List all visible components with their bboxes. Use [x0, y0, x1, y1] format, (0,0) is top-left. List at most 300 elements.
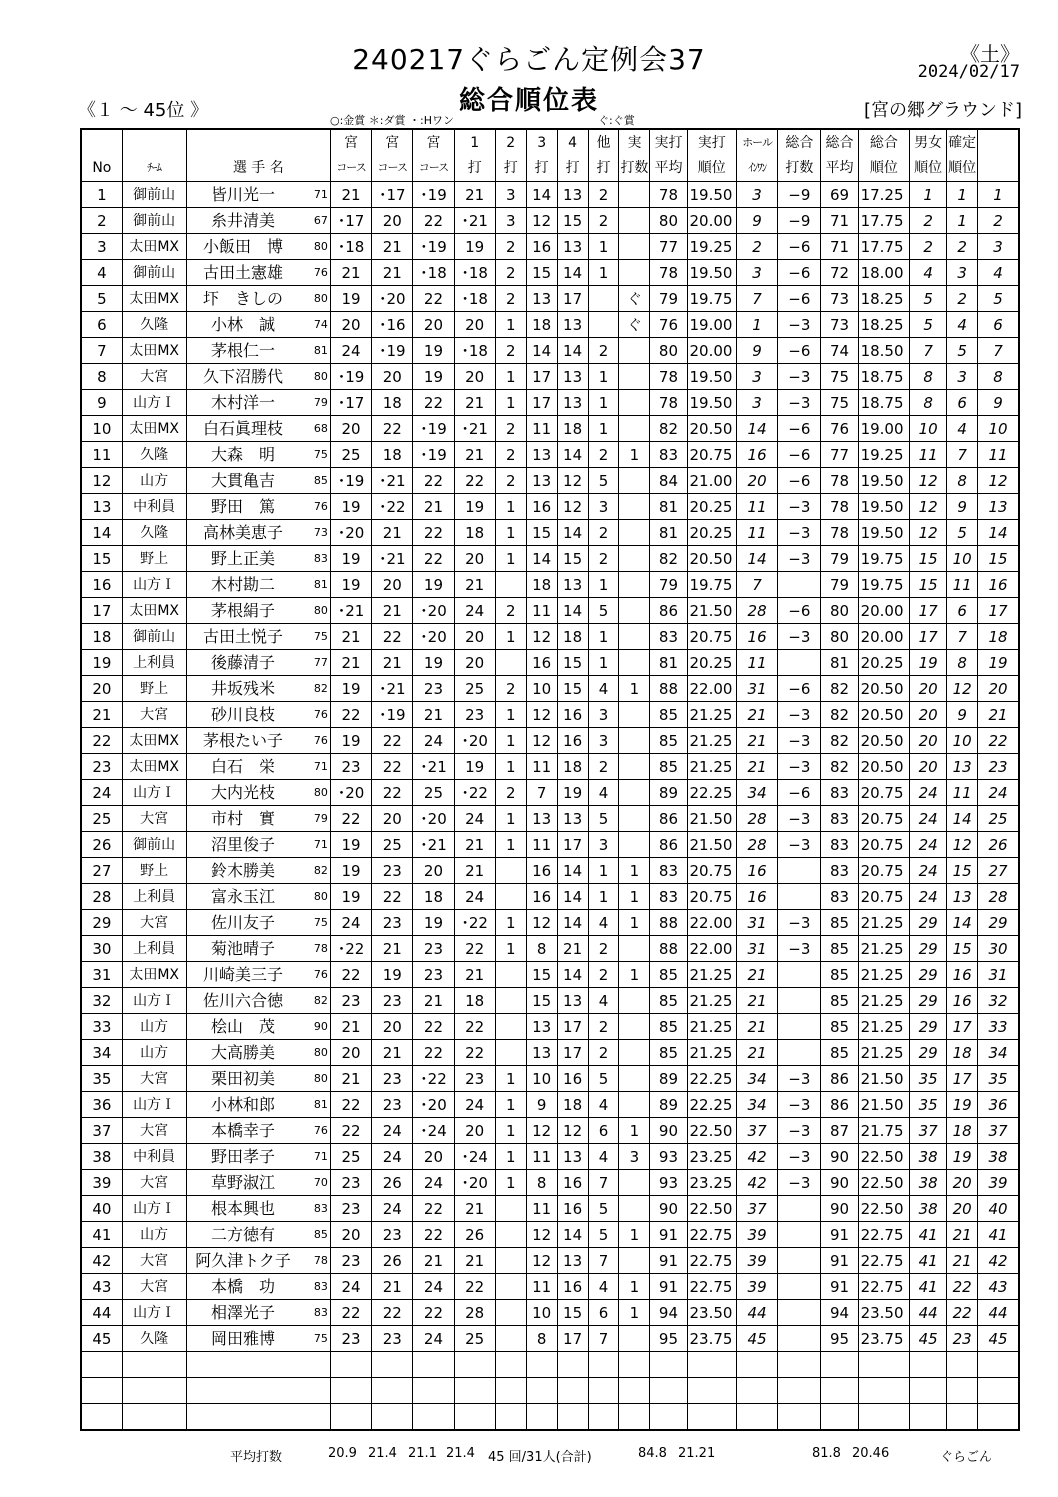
cell-actual-strokes: 86: [650, 598, 687, 624]
cell-total-strokes: 83: [821, 858, 858, 884]
cell-total-strokes: 80: [821, 624, 858, 650]
cell-strokes1: [495, 1196, 526, 1222]
header-total-avg: 順位: [858, 156, 910, 182]
cell-strokes3: 14: [557, 520, 588, 546]
table-row: [81, 676, 1019, 702]
blank-cell: [372, 1378, 413, 1404]
cell-strokes2: 14: [526, 338, 557, 364]
cell-actual-avg: 20.75: [687, 442, 736, 468]
header-team: [122, 129, 186, 156]
blank-cell: [81, 1352, 122, 1378]
blank-cell: [736, 1352, 777, 1378]
cell-team: 御前山: [122, 624, 186, 650]
cell-rank-no: 16: [81, 572, 122, 598]
blank-cell: [778, 1404, 821, 1431]
cell-total-avg: 20.00: [858, 598, 910, 624]
blank-cell: [821, 1378, 858, 1404]
table-row: [81, 780, 1019, 806]
cell-actual-strokes: 79: [650, 572, 687, 598]
cell-player-age: 90: [300, 1014, 331, 1040]
cell-final-rank: 18: [978, 624, 1019, 650]
cell-strokes4: 5: [588, 1196, 619, 1222]
cell-strokes2: 12: [526, 702, 557, 728]
cell-final-rank: 40: [978, 1196, 1019, 1222]
cell-final-rank: 10: [978, 416, 1019, 442]
cell-actual-rank: 1: [736, 312, 777, 338]
cell-final-rank: 21: [978, 702, 1019, 728]
cell-player-age: 76: [300, 702, 331, 728]
cell-course1: 21: [330, 182, 371, 208]
cell-actual-strokes: 78: [650, 364, 687, 390]
blank-cell: [821, 1352, 858, 1378]
cell-hole-in-one: −3: [778, 754, 821, 780]
cell-total-rank: 5: [910, 286, 947, 312]
cell-strokes-other: 1: [619, 884, 650, 910]
cell-strokes3: 16: [557, 1274, 588, 1300]
cell-team: 太田MX: [122, 338, 186, 364]
cell-course4: 24: [454, 1092, 495, 1118]
cell-strokes1: 2: [495, 286, 526, 312]
cell-actual-strokes: 86: [650, 806, 687, 832]
cell-strokes2: 12: [526, 910, 557, 936]
cell-player-age: 83: [300, 1300, 331, 1326]
cell-strokes1: 3: [495, 208, 526, 234]
cell-team: 大宮: [122, 1118, 186, 1144]
cell-strokes4: 7: [588, 1248, 619, 1274]
cell-total-avg: 21.75: [858, 1118, 910, 1144]
cell-player-age: 78: [300, 1248, 331, 1274]
blank-cell: [454, 1378, 495, 1404]
cell-actual-strokes: 85: [650, 754, 687, 780]
cell-course3: 22: [413, 1300, 454, 1326]
header-strokes2: 3: [526, 129, 557, 156]
cell-gender-rank: 11: [947, 780, 978, 806]
cell-course3: 22: [413, 520, 454, 546]
cell-actual-avg: 21.25: [687, 702, 736, 728]
cell-course2: 22: [372, 884, 413, 910]
cell-final-rank: 37: [978, 1118, 1019, 1144]
cell-strokes3: 14: [557, 442, 588, 468]
cell-course3: ･20: [413, 624, 454, 650]
blank-cell: [858, 1352, 910, 1378]
cell-strokes2: 13: [526, 806, 557, 832]
cell-course3: 21: [413, 988, 454, 1014]
cell-course4: 25: [454, 676, 495, 702]
cell-final-rank: 45: [978, 1326, 1019, 1352]
cell-actual-avg: 21.00: [687, 468, 736, 494]
cell-team: 大宮: [122, 806, 186, 832]
cell-total-avg: 20.00: [858, 624, 910, 650]
cell-hole-in-one: [778, 1014, 821, 1040]
table-row: [81, 624, 1019, 650]
cell-strokes4: 2: [588, 936, 619, 962]
footer-count: 45 回/31人(合計): [488, 1450, 592, 1465]
cell-hole-in-one: −3: [778, 806, 821, 832]
cell-total-strokes: 94: [821, 1300, 858, 1326]
cell-course4: 20: [454, 312, 495, 338]
cell-actual-avg: 22.50: [687, 1196, 736, 1222]
cell-strokes3: 16: [557, 1196, 588, 1222]
cell-player-name: 大貫亀吉: [186, 468, 299, 494]
cell-hole-in-one: [778, 650, 821, 676]
header-total-rank: 順位: [910, 156, 947, 182]
cell-strokes2: 7: [526, 780, 557, 806]
cell-course4: 21: [454, 572, 495, 598]
cell-gender-rank: 8: [947, 468, 978, 494]
cell-strokes2: 15: [526, 988, 557, 1014]
cell-strokes3: 14: [557, 338, 588, 364]
cell-course2: 21: [372, 650, 413, 676]
cell-strokes3: 14: [557, 884, 588, 910]
cell-team: 太田MX: [122, 754, 186, 780]
cell-actual-avg: 20.75: [687, 858, 736, 884]
cell-strokes4: 3: [588, 832, 619, 858]
cell-strokes1: [495, 650, 526, 676]
cell-course3: 24: [413, 1274, 454, 1300]
cell-total-strokes: 81: [821, 650, 858, 676]
cell-total-avg: 22.50: [858, 1170, 910, 1196]
cell-strokes2: 16: [526, 234, 557, 260]
table-row: [81, 1144, 1019, 1170]
header-strokes4: 他: [588, 129, 619, 156]
cell-hole-in-one: [778, 1274, 821, 1300]
cell-strokes2: 10: [526, 676, 557, 702]
cell-total-rank: 2: [910, 208, 947, 234]
cell-course1: 22: [330, 702, 371, 728]
blank-cell: [947, 1352, 978, 1378]
cell-strokes2: 10: [526, 1066, 557, 1092]
table-row: [81, 182, 1019, 208]
cell-final-rank: 31: [978, 962, 1019, 988]
cell-strokes2: 12: [526, 728, 557, 754]
blank-cell: [413, 1352, 454, 1378]
cell-rank-no: 29: [81, 910, 122, 936]
cell-team: 太田MX: [122, 234, 186, 260]
cell-strokes4: 5: [588, 598, 619, 624]
cell-course2: 23: [372, 1326, 413, 1352]
cell-total-rank: 29: [910, 988, 947, 1014]
cell-strokes2: 18: [526, 572, 557, 598]
cell-actual-strokes: 85: [650, 988, 687, 1014]
cell-team: 上利員: [122, 650, 186, 676]
cell-strokes3: 12: [557, 468, 588, 494]
blank-cell: [300, 1378, 331, 1404]
cell-actual-strokes: 76: [650, 312, 687, 338]
cell-strokes2: 14: [526, 546, 557, 572]
cell-actual-avg: 22.75: [687, 1274, 736, 1300]
table-row: [81, 936, 1019, 962]
cell-course3: ･19: [413, 416, 454, 442]
cell-strokes1: [495, 1326, 526, 1352]
blank-cell: [300, 1352, 331, 1378]
cell-hole-in-one: −3: [778, 728, 821, 754]
cell-strokes-other: [619, 234, 650, 260]
blank-cell: [978, 1404, 1019, 1431]
cell-player-age: 78: [300, 936, 331, 962]
cell-final-rank: 44: [978, 1300, 1019, 1326]
cell-course4: 22: [454, 936, 495, 962]
cell-player-name: 岡田雅博: [186, 1326, 299, 1352]
cell-strokes-other: [619, 650, 650, 676]
blank-cell: [526, 1352, 557, 1378]
cell-strokes4: 4: [588, 910, 619, 936]
cell-actual-strokes: 94: [650, 1300, 687, 1326]
cell-hole-in-one: −3: [778, 1144, 821, 1170]
cell-course2: 21: [372, 936, 413, 962]
cell-team: 山方: [122, 1040, 186, 1066]
table-row: [81, 988, 1019, 1014]
cell-rank-no: 31: [81, 962, 122, 988]
cell-course2: 18: [372, 442, 413, 468]
cell-strokes-other: 1: [619, 676, 650, 702]
cell-total-avg: 20.75: [858, 780, 910, 806]
cell-strokes-other: [619, 260, 650, 286]
cell-actual-rank: 11: [736, 520, 777, 546]
cell-rank-no: 2: [81, 208, 122, 234]
cell-team: 太田MX: [122, 598, 186, 624]
cell-strokes1: 1: [495, 520, 526, 546]
cell-total-avg: 23.75: [858, 1326, 910, 1352]
cell-gender-rank: 10: [947, 728, 978, 754]
cell-total-rank: 24: [910, 858, 947, 884]
header-hole-in-one: 総合: [778, 129, 821, 156]
cell-actual-avg: 20.75: [687, 884, 736, 910]
cell-strokes3: 13: [557, 572, 588, 598]
cell-actual-strokes: 81: [650, 650, 687, 676]
cell-course2: 23: [372, 910, 413, 936]
cell-strokes2: 12: [526, 1118, 557, 1144]
cell-total-strokes: 85: [821, 1040, 858, 1066]
cell-team: 大宮: [122, 1170, 186, 1196]
cell-total-rank: 29: [910, 1014, 947, 1040]
cell-actual-rank: 34: [736, 1092, 777, 1118]
cell-actual-avg: 23.50: [687, 1300, 736, 1326]
cell-final-rank: 17: [978, 598, 1019, 624]
cell-course4: ･24: [454, 1144, 495, 1170]
cell-actual-avg: 21.50: [687, 806, 736, 832]
cell-actual-strokes: 78: [650, 182, 687, 208]
cell-strokes4: 2: [588, 546, 619, 572]
cell-course1: 24: [330, 338, 371, 364]
cell-strokes2: 16: [526, 650, 557, 676]
cell-strokes-other: [619, 1040, 650, 1066]
table-row: [81, 442, 1019, 468]
cell-course2: 25: [372, 832, 413, 858]
cell-total-avg: 19.50: [858, 494, 910, 520]
cell-strokes3: 14: [557, 260, 588, 286]
cell-strokes2: 8: [526, 1170, 557, 1196]
cell-strokes4: 5: [588, 1066, 619, 1092]
cell-course2: 20: [372, 1014, 413, 1040]
cell-actual-rank: 3: [736, 390, 777, 416]
cell-course4: 22: [454, 1014, 495, 1040]
cell-player-age: 82: [300, 858, 331, 884]
cell-player-name: 大高勝美: [186, 1040, 299, 1066]
cell-gender-rank: 14: [947, 910, 978, 936]
cell-total-avg: 18.75: [858, 390, 910, 416]
cell-course3: ･19: [413, 182, 454, 208]
cell-total-avg: 20.50: [858, 754, 910, 780]
cell-total-rank: 24: [910, 884, 947, 910]
cell-strokes2: 12: [526, 1222, 557, 1248]
cell-actual-rank: 2: [736, 234, 777, 260]
cell-course4: ･18: [454, 260, 495, 286]
cell-course3: 22: [413, 1040, 454, 1066]
cell-player-name: 市村 實: [186, 806, 299, 832]
cell-strokes4: 1: [588, 234, 619, 260]
cell-player-age: 79: [300, 806, 331, 832]
cell-final-rank: 11: [978, 442, 1019, 468]
cell-strokes1: [495, 1300, 526, 1326]
cell-actual-rank: 11: [736, 650, 777, 676]
cell-hole-in-one: −6: [778, 468, 821, 494]
cell-rank-no: 45: [81, 1326, 122, 1352]
header-course4: 1: [454, 129, 495, 156]
cell-player-name: 沼里俊子: [186, 832, 299, 858]
cell-strokes-other: [619, 520, 650, 546]
cell-rank-no: 8: [81, 364, 122, 390]
blank-cell: [858, 1404, 910, 1431]
cell-team: 山方: [122, 1014, 186, 1040]
header-course4: 打: [454, 156, 495, 182]
cell-actual-rank: 31: [736, 936, 777, 962]
cell-strokes3: 13: [557, 364, 588, 390]
footer-summary: [80, 1446, 1020, 1466]
cell-final-rank: 3: [978, 234, 1019, 260]
cell-course1: 21: [330, 650, 371, 676]
cell-strokes1: [495, 1014, 526, 1040]
cell-player-name: 後藤清子: [186, 650, 299, 676]
cell-total-avg: 18.00: [858, 260, 910, 286]
cell-course4: 20: [454, 1118, 495, 1144]
cell-strokes3: 17: [557, 286, 588, 312]
cell-player-age: 83: [300, 1274, 331, 1300]
cell-player-age: 80: [300, 780, 331, 806]
cell-actual-avg: 20.75: [687, 624, 736, 650]
cell-total-strokes: 85: [821, 962, 858, 988]
cell-hole-in-one: −6: [778, 598, 821, 624]
cell-hole-in-one: [778, 1040, 821, 1066]
cell-strokes3: 14: [557, 858, 588, 884]
cell-actual-strokes: 85: [650, 702, 687, 728]
cell-player-name: 高林美恵子: [186, 520, 299, 546]
blank-cell: [495, 1378, 526, 1404]
cell-player-name: 大森 明: [186, 442, 299, 468]
cell-rank-no: 43: [81, 1274, 122, 1300]
cell-actual-strokes: 84: [650, 468, 687, 494]
cell-player-name: 井坂残米: [186, 676, 299, 702]
cell-strokes-other: 3: [619, 1144, 650, 1170]
cell-total-strokes: 82: [821, 754, 858, 780]
cell-team: 山方: [122, 468, 186, 494]
cell-team: 大宮: [122, 1248, 186, 1274]
blank-cell: [186, 1378, 299, 1404]
cell-rank-no: 6: [81, 312, 122, 338]
cell-rank-no: 14: [81, 520, 122, 546]
cell-strokes4: 6: [588, 1300, 619, 1326]
cell-final-rank: 19: [978, 650, 1019, 676]
cell-hole-in-one: −6: [778, 442, 821, 468]
blank-cell: [619, 1378, 650, 1404]
cell-strokes2: 13: [526, 468, 557, 494]
cell-course4: 22: [454, 1274, 495, 1300]
cell-final-rank: 39: [978, 1170, 1019, 1196]
cell-total-strokes: 91: [821, 1274, 858, 1300]
cell-strokes4: 2: [588, 442, 619, 468]
cell-actual-rank: 39: [736, 1274, 777, 1300]
cell-strokes1: [495, 1040, 526, 1066]
cell-course1: 20: [330, 416, 371, 442]
cell-total-avg: 19.50: [858, 468, 910, 494]
cell-course2: 20: [372, 806, 413, 832]
cell-actual-rank: 31: [736, 676, 777, 702]
cell-rank-no: 41: [81, 1222, 122, 1248]
table-row: [81, 728, 1019, 754]
cell-gender-rank: 13: [947, 754, 978, 780]
cell-total-rank: 29: [910, 910, 947, 936]
cell-strokes2: 11: [526, 1196, 557, 1222]
blank-cell: [526, 1404, 557, 1431]
footer-course4-avg: 21.4: [446, 1446, 475, 1461]
cell-strokes3: 16: [557, 728, 588, 754]
cell-course1: 21: [330, 624, 371, 650]
cell-hole-in-one: [778, 1222, 821, 1248]
cell-course4: 21: [454, 962, 495, 988]
blank-cell: [413, 1378, 454, 1404]
cell-strokes4: 1: [588, 390, 619, 416]
blank-cell: [495, 1352, 526, 1378]
cell-player-age: 80: [300, 234, 331, 260]
cell-course4: 21: [454, 1196, 495, 1222]
cell-total-rank: 15: [910, 572, 947, 598]
cell-actual-strokes: 83: [650, 884, 687, 910]
cell-total-avg: 21.25: [858, 936, 910, 962]
cell-total-rank: 12: [910, 520, 947, 546]
cell-total-strokes: 76: [821, 416, 858, 442]
blank-cell: [300, 1404, 331, 1431]
table-row: [81, 1274, 1019, 1300]
cell-course3: 22: [413, 208, 454, 234]
header-row-top: [81, 129, 1019, 156]
cell-total-rank: 12: [910, 494, 947, 520]
cell-strokes2: 17: [526, 364, 557, 390]
cell-hole-in-one: −3: [778, 364, 821, 390]
cell-actual-avg: 19.75: [687, 286, 736, 312]
cell-course3: 22: [413, 286, 454, 312]
cell-player-age: 74: [300, 312, 331, 338]
cell-course4: 19: [454, 754, 495, 780]
cell-rank-no: 15: [81, 546, 122, 572]
blank-cell: [557, 1352, 588, 1378]
cell-player-name: 野田 篤: [186, 494, 299, 520]
header-strokes-other: 打数: [619, 156, 650, 182]
header-strokes1: 2: [495, 129, 526, 156]
cell-total-avg: 21.25: [858, 962, 910, 988]
blank-cell: [122, 1404, 186, 1431]
cell-rank-no: 19: [81, 650, 122, 676]
footer-total-avg: 20.46: [852, 1446, 890, 1461]
cell-total-rank: 41: [910, 1274, 947, 1300]
cell-final-rank: 5: [978, 286, 1019, 312]
cell-actual-rank: 21: [736, 1014, 777, 1040]
cell-total-rank: 45: [910, 1326, 947, 1352]
cell-actual-rank: 7: [736, 572, 777, 598]
cell-actual-rank: 34: [736, 780, 777, 806]
cell-course3: 22: [413, 468, 454, 494]
cell-course1: 20: [330, 1222, 371, 1248]
cell-course4: 24: [454, 806, 495, 832]
cell-strokes4: 4: [588, 1274, 619, 1300]
